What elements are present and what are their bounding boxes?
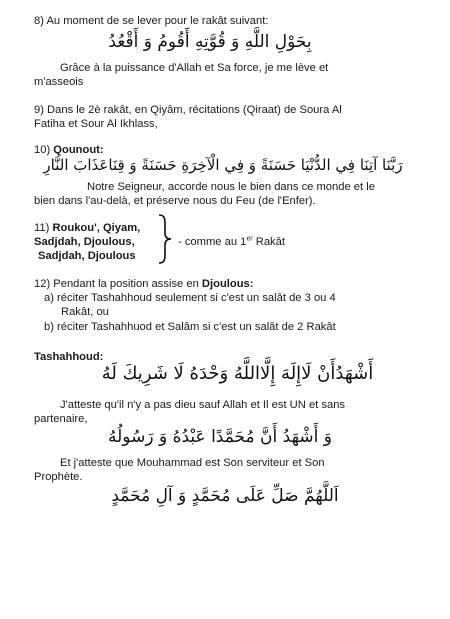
- section-10-translation-line1: Notre Seigneur, accorde nous le bien dans ce monde et le: [87, 181, 375, 193]
- section-10-number: 10): [34, 144, 51, 156]
- section-10-translation-line2: bien dans l'au-delà, et préserve nous du Feu (de l'Enfer).: [34, 195, 316, 207]
- tashahhoud-heading-text: Tashahhoud:: [34, 351, 104, 363]
- section-11-note-sup: er: [246, 235, 253, 243]
- tashahhoud-arabic-1: أَشْهَدُأَنْ لَاإِلَهَ إِلَّااللَّهُ وَحْدَهُ لَا شَرِيكَ لَهُ: [101, 363, 374, 384]
- section-12-a-line2: Rakât, ou: [61, 306, 109, 318]
- tashahhoud-translation-2-line1: Et j'atteste que Mouhammad est Son serviteur et Son: [60, 457, 325, 469]
- section-10-title: Qounout:: [53, 144, 104, 156]
- section-9-line2: Fatiha et Sour Al Ikhlass,: [34, 118, 158, 130]
- section-8-translation-line1: Grâce à la puissance d'Allah et Sa force, je me lève et: [60, 62, 329, 74]
- section-12-a-line1: a) réciter Tashahhoud seulement si c'est un salât de 3 ou 4: [44, 292, 336, 304]
- section-11-note: [178, 235, 285, 249]
- tashahhoud-translation-1-line2: partenaire,: [34, 413, 88, 425]
- section-11-number: 11): [34, 222, 50, 234]
- section-11-item-1: Roukou', Qiyam,: [52, 222, 141, 234]
- tashahhoud-arabic-3: اَللَّهُمَّ صَلِّ عَلَى مُحَمَّدٍ وَ آلِ مُحَمَّدٍ: [111, 486, 339, 506]
- section-12-heading: [34, 277, 254, 291]
- section-9-line1: 9) Dans le 2è rakât, en Qiyâm, récitations (Qiraat) de Soura Al: [34, 104, 342, 116]
- tashahhoud-arabic-2: وَ أَشْهَدُ أَنَّ مُحَمَّدًا عَبْدُهُ وَ رَسُولُهُ: [108, 427, 332, 447]
- section-11-note-post: Rakât: [252, 236, 285, 248]
- tashahhoud-translation-2-line2: Prophète.: [34, 471, 83, 483]
- section-12-b-line: b) réciter Tashahhuod et Salâm si c'est un salât de 2 Rakât: [44, 321, 336, 333]
- section-11-item-3: [38, 249, 136, 263]
- section-8-heading: 8) Au moment de se lever pour le rakât suivant:: [34, 15, 269, 27]
- section-11-item-2: [34, 235, 135, 249]
- section-12-heading-bold: Djoulous:: [201, 278, 254, 290]
- section-12-heading-text: 12) Pendant la position assise en: [34, 278, 202, 290]
- section-11-note-pre: - comme au 1: [178, 236, 247, 248]
- curly-brace-icon: [157, 213, 173, 265]
- section-8-translation-line2: m'asseois: [34, 76, 84, 88]
- tashahhoud-heading: [34, 350, 103, 364]
- section-8-arabic: بِحَوْلِ اللَّهِ وَ قُوَّتِهِ أَقُومُ وَ أَقْعُدُ: [108, 32, 312, 52]
- section-11-item-2-text: Sadjdah, Djoulous,: [34, 236, 135, 248]
- section-11-item-3-text: Sadjdah, Djoulous: [38, 250, 136, 262]
- section-10-arabic: رَبَّنَا آتِنَا فِي الدُّنْيَا حَسَنَةً وَ فِي الْآخِرَةِ حَسَنَةً وَ قِنَاعَذَابَ النَّارِ: [43, 156, 403, 174]
- section-11-line1: [34, 221, 140, 235]
- tashahhoud-translation-1-line1: J'atteste qu'il n'y a pas dieu sauf Allah et Il est UN et sans: [60, 399, 346, 411]
